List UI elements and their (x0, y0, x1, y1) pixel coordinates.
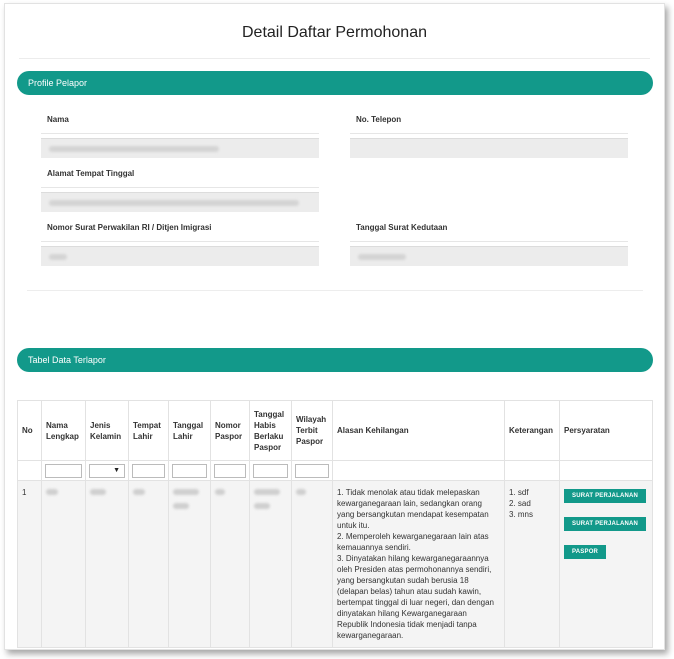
alasan-item: 1. Tidak menolak atau tidak melepaskan kewarganegaraan lain, sedangkan orang yang bersangkutan mendapat kesempatan untuk itu. (337, 488, 489, 530)
tanggal-surat-label: Tanggal Surat Kedutaan (356, 223, 448, 232)
chevron-down-icon: ▼ (113, 466, 120, 474)
filter-nomor-paspor-input[interactable] (214, 464, 246, 478)
filter-tempat-lahir-input[interactable] (132, 464, 165, 478)
filter-cell-nama (42, 461, 86, 481)
col-header-keterangan[interactable]: Keterangan (505, 401, 560, 461)
keterangan-item: 2. sad (509, 499, 531, 508)
nomor-surat-label: Nomor Surat Perwakilan RI / Ditjen Imigrasi (47, 223, 212, 232)
terlapor-table (17, 400, 653, 648)
alamat-label: Alamat Tempat Tinggal (47, 169, 135, 178)
detail-card (4, 3, 665, 650)
filter-cell-nomor-paspor (211, 461, 250, 481)
table-row (18, 481, 653, 648)
tanggal-surat-value (358, 254, 406, 260)
filter-cell-tanggal-habis (250, 461, 292, 481)
cell-tanggal-habis-year-blur (254, 503, 270, 509)
filter-nama-input[interactable] (45, 464, 82, 478)
cell-tanggal-habis-value (254, 489, 280, 495)
nomor-surat-field[interactable] (41, 246, 319, 266)
cell-tempat-lahir-value (133, 489, 145, 495)
cell-persyaratan (560, 481, 653, 648)
page-title: Detail Daftar Permohonan (242, 24, 427, 41)
keterangan-item: 3. mns (509, 510, 534, 519)
cell-wilayah (292, 481, 333, 648)
col-header-wilayah[interactable]: Wilayah Terbit Paspor (292, 401, 333, 461)
tanggal-surat-field[interactable] (350, 246, 628, 266)
col-header-nama[interactable]: Nama Lengkap (42, 401, 86, 461)
telepon-label: No. Telepon (356, 115, 402, 124)
filter-cell-persyaratan (560, 461, 653, 481)
section-divider (27, 290, 643, 291)
telepon-rule (350, 133, 628, 134)
cell-alasan (333, 481, 505, 648)
cell-jenis-kelamin-value (90, 489, 106, 495)
nama-value (49, 146, 219, 152)
alamat-rule (41, 187, 319, 188)
tanggal-surat-rule (350, 241, 628, 242)
cell-jenis-kelamin (86, 481, 129, 648)
cell-nama-value (46, 489, 58, 495)
filter-row (18, 461, 653, 481)
cell-wilayah-value (296, 489, 306, 495)
filter-cell-alasan (333, 461, 505, 481)
cell-tempat-lahir (129, 481, 169, 648)
filter-cell-no (18, 461, 42, 481)
table-header-row (18, 401, 653, 461)
cell-nama (42, 481, 86, 648)
nama-label: Nama (47, 115, 69, 124)
cell-tanggal-lahir-value (173, 489, 199, 495)
nama-rule (41, 133, 319, 134)
paspor-button[interactable]: PASPOR (564, 545, 606, 559)
surat-perjalanan-button[interactable]: SURAT PERJALANAN (564, 489, 646, 503)
col-header-jenis-kelamin[interactable]: Jenis Kelamin (86, 401, 129, 461)
surat-perjalanan-button-2[interactable]: SURAT PERJALANAN (564, 517, 646, 531)
filter-cell-wilayah (292, 461, 333, 481)
col-header-tanggal-habis[interactable]: Tanggal Habis Berlaku Paspor (250, 401, 292, 461)
col-header-no[interactable]: No (18, 401, 42, 461)
filter-cell-tanggal-lahir (169, 461, 211, 481)
col-header-tanggal-lahir[interactable]: Tanggal Lahir (169, 401, 211, 461)
filter-tanggal-habis-input[interactable] (253, 464, 288, 478)
col-header-nomor-paspor[interactable]: Nomor Paspor (211, 401, 250, 461)
filter-cell-tempat-lahir (129, 461, 169, 481)
col-header-alasan[interactable]: Alasan Kehilangan (333, 401, 505, 461)
keterangan-item: 1. sdf (509, 488, 529, 497)
section-header-profile: Profile Pelapor (17, 71, 653, 95)
cell-no: 1 (18, 481, 42, 648)
telepon-field[interactable] (350, 138, 628, 158)
alasan-item: 3. Dinyatakan hilang kewarganegaraannya oleh Presiden atas permohonannya sendiri, yang bersangkutan sudah berusia 18 (delapan belas) tahun atau sudah kawin, bertempat tinggal di luar negeri, dan dengan dinyatakan hilang Kewarganegaraan Republik Indonesia tidak menjadi tanpa kewarganegaraan. (337, 554, 494, 640)
cell-nomor-paspor-value (215, 489, 225, 495)
cell-tanggal-lahir-year-blur (173, 503, 189, 509)
cell-nomor-paspor (211, 481, 250, 648)
filter-tanggal-lahir-input[interactable] (172, 464, 207, 478)
filter-cell-jenis-kelamin (86, 461, 129, 481)
cell-keterangan (505, 481, 560, 648)
cell-tanggal-habis (250, 481, 292, 648)
nomor-surat-rule (41, 241, 319, 242)
col-header-tempat-lahir[interactable]: Tempat Lahir (129, 401, 169, 461)
alasan-item: 2. Memperoleh kewarganegaraan lain atas kemauannya sendiri. (337, 532, 489, 552)
cell-tanggal-lahir (169, 481, 211, 648)
alamat-field[interactable] (41, 192, 319, 212)
nomor-surat-value (49, 254, 67, 260)
filter-wilayah-input[interactable] (295, 464, 329, 478)
col-header-persyaratan[interactable]: Persyaratan (560, 401, 653, 461)
alamat-value (49, 200, 299, 206)
filter-cell-keterangan (505, 461, 560, 481)
filter-jenis-kelamin-select[interactable] (89, 464, 125, 478)
section-header-table: Tabel Data Terlapor (17, 348, 653, 372)
nama-field[interactable] (41, 138, 319, 158)
title-divider (19, 58, 650, 59)
